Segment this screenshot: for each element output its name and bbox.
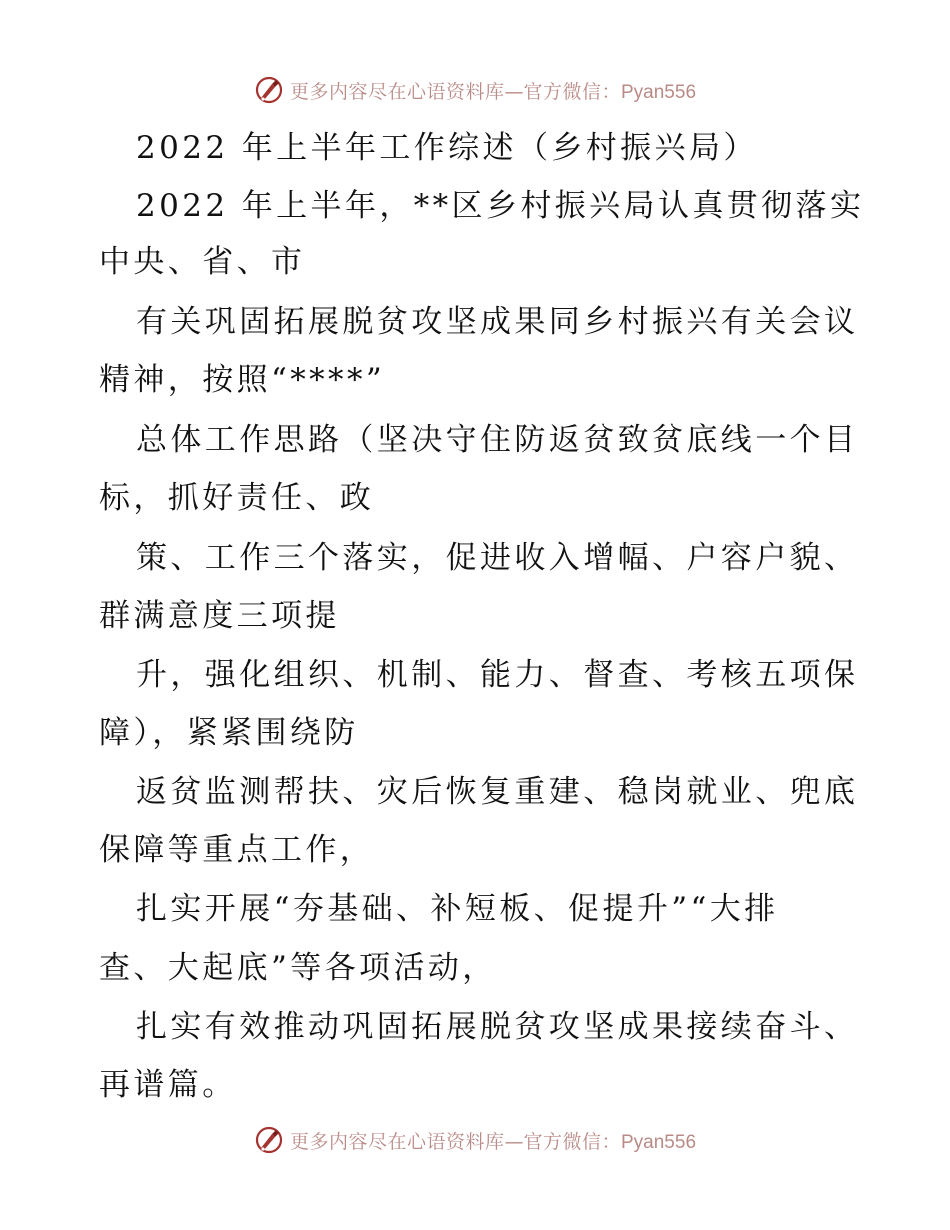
watermark-wechat-label: 官方微信： [523, 1130, 621, 1153]
paragraph-line: 再谱篇。 [99, 1067, 237, 1103]
watermark-title: 更多内容尽在心语资料库 [289, 1130, 505, 1153]
paragraph-line: 标，抓好责任、政 [99, 480, 375, 516]
watermark-text [290, 77, 696, 104]
paragraph-line: 有关巩固拓展脱贫攻坚成果同乡村振兴有关会议 [136, 304, 859, 340]
paragraph-line: 升，强化组织、机制、能力、督查、考核五项保 [136, 657, 859, 693]
pen-logo-icon [254, 75, 284, 105]
watermark-separator: — [504, 1130, 524, 1153]
paragraph-line: 总体工作思路（坚决守住防返贫致贫底线一个目 [136, 422, 859, 458]
pen-logo-icon [254, 1125, 284, 1155]
paragraph-line: 精神，按照“****” [99, 362, 386, 398]
paragraph-line: 障），紧紧围绕防 [99, 715, 359, 751]
watermark-title: 更多内容尽在心语资料库 [289, 80, 505, 103]
paragraph-line: 保障等重点工作， [99, 832, 375, 868]
paragraph-line: 中央、省、市 [99, 244, 306, 280]
watermark-wechat-id: Pyan556 [621, 1131, 697, 1153]
paragraph-line: 返贫监测帮扶、灾后恢复重建、稳岗就业、兜底 [136, 774, 859, 810]
document-title: 2022 年上半年工作综述（乡村振兴局） [136, 130, 758, 166]
header-watermark [0, 70, 950, 110]
paragraph-line: 扎实开展“夯基础、补短板、促提升”“大排 [136, 891, 779, 927]
paragraph-line: 查、大起底”等各项活动， [99, 950, 497, 986]
paragraph-line: 扎实有效推动巩固拓展脱贫攻坚成果接续奋斗、 [136, 1009, 859, 1045]
paragraph-line: 2022 年上半年，**区乡村振兴局认真贯彻落实 [136, 188, 865, 224]
watermark-wechat-id: Pyan556 [621, 81, 697, 103]
footer-watermark [0, 1120, 950, 1160]
paragraph-line: 群满意度三项提 [99, 598, 340, 634]
watermark-text [290, 1127, 696, 1154]
paragraph-line: 策、工作三个落实，促进收入增幅、户容户貌、 [136, 540, 859, 576]
watermark-separator: — [504, 80, 524, 103]
watermark-wechat-label: 官方微信： [523, 80, 621, 103]
